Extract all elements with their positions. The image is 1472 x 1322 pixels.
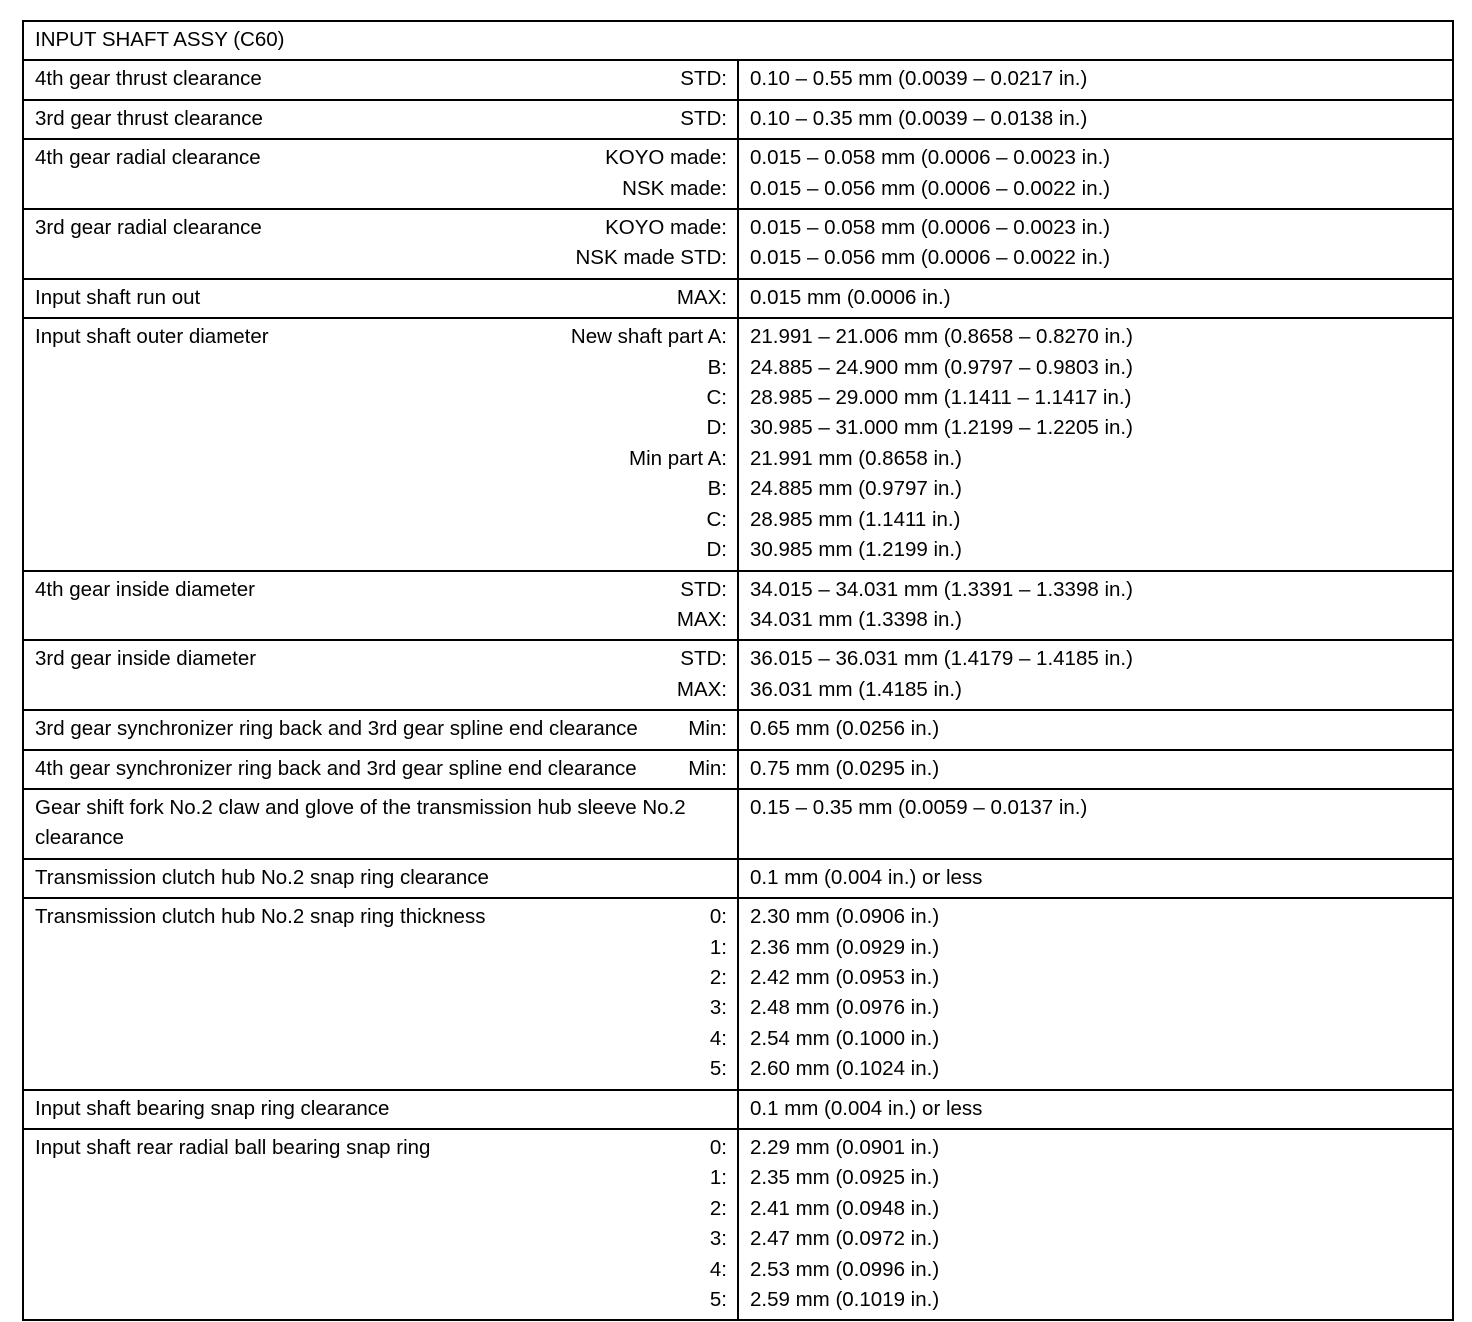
spec-item-label: 3rd gear thrust clearance — [35, 106, 263, 130]
spec-qualifier: B: — [707, 477, 727, 501]
spec-value: 2.30 mm (0.0906 in.) — [750, 905, 940, 929]
spec-qualifier: New shaft part A: — [570, 325, 727, 349]
spec-label-cell — [23, 898, 738, 1089]
spec-qualifier: 5: — [709, 1288, 727, 1312]
spec-item-label: 3rd gear synchronizer ring back and 3rd gear spline end clearance — [35, 717, 638, 741]
spec-qualifier: MAX: — [676, 677, 727, 701]
spec-item-label: Input shaft run out — [35, 285, 201, 309]
spec-value-cell — [738, 318, 1453, 570]
spec-qualifiers — [677, 283, 727, 313]
table-row — [23, 710, 1453, 749]
spec-value-cell — [738, 100, 1453, 139]
spec-qualifier: 4: — [709, 1257, 727, 1281]
spec-qualifier: 0: — [709, 1136, 727, 1159]
spec-qualifiers — [571, 322, 727, 565]
spec-value: 0.75 mm (0.0295 in.) — [750, 756, 940, 780]
spec-item-label: 4th gear inside diameter — [35, 577, 255, 601]
table-row — [23, 60, 1453, 99]
spec-table-body — [23, 21, 1453, 1320]
spec-value: 2.54 mm (0.1000 in.) — [750, 1026, 940, 1050]
spec-item-label: 4th gear thrust clearance — [35, 67, 262, 91]
spec-label-cell — [23, 100, 738, 139]
spec-value: 0.10 – 0.55 mm (0.0039 – 0.0217 in.) — [750, 67, 1088, 91]
spec-value: 0.65 mm (0.0256 in.) — [750, 717, 940, 741]
spec-value: 36.015 – 36.031 mm (1.4179 – 1.4185 in.) — [750, 647, 1133, 671]
spec-value: 0.015 – 0.056 mm (0.0006 – 0.0022 in.) — [750, 246, 1111, 270]
spec-qualifier: Min: — [688, 756, 727, 780]
spec-value: 0.1 mm (0.004 in.) or less — [750, 865, 983, 889]
spec-value-cell — [738, 1129, 1453, 1320]
spec-value: 0.015 – 0.058 mm (0.0006 – 0.0023 in.) — [750, 146, 1111, 170]
spec-value: 2.35 mm (0.0925 in.) — [750, 1166, 940, 1190]
spec-label-cell — [23, 209, 738, 279]
spec-label-cell — [23, 60, 738, 99]
spec-label-cell — [23, 571, 738, 641]
spec-label-cell — [23, 789, 738, 859]
spec-qualifier: STD: — [680, 577, 727, 601]
spec-item-label: Transmission clutch hub No.2 snap ring clearance — [35, 865, 489, 889]
spec-value: 2.47 mm (0.0972 in.) — [750, 1227, 940, 1251]
spec-item-label: 4th gear radial clearance — [35, 146, 261, 170]
spec-value: 0.015 mm (0.0006 in.) — [750, 285, 951, 309]
spec-qualifier: C: — [706, 386, 727, 410]
spec-qualifier: KOYO made: — [605, 216, 727, 240]
spec-value: 2.53 mm (0.0996 in.) — [750, 1257, 940, 1281]
spec-value: 0.015 – 0.058 mm (0.0006 – 0.0023 in.) — [750, 216, 1111, 240]
spec-qualifier: STD: — [680, 67, 727, 91]
table-row — [23, 640, 1453, 710]
table-row — [23, 139, 1453, 209]
spec-qualifier: 1: — [709, 935, 727, 959]
table-row — [23, 1129, 1453, 1320]
spec-qualifiers — [688, 754, 727, 784]
spec-value: 0.10 – 0.35 mm (0.0039 – 0.0138 in.) — [750, 106, 1088, 130]
spec-qualifiers — [605, 143, 727, 204]
spec-value: 21.991 – 21.006 mm (0.8658 – 0.8270 in.) — [750, 325, 1133, 349]
spec-value: 28.985 mm (1.1411 in.) — [750, 507, 961, 531]
table-row — [23, 859, 1453, 898]
table-row — [23, 571, 1453, 641]
spec-value: 2.41 mm (0.0948 in.) — [750, 1196, 940, 1220]
spec-label-cell — [23, 1129, 738, 1320]
spec-value: 2.48 mm (0.0976 in.) — [750, 996, 940, 1020]
spec-item-label: Input shaft rear radial ball bearing snap ring — [35, 1136, 431, 1159]
table-row — [23, 279, 1453, 318]
spec-item-label: Gear shift fork No.2 claw and glove of the transmission hub sleeve No.2 clearance — [35, 795, 686, 850]
spec-label-cell — [23, 859, 738, 898]
spec-qualifiers — [710, 1133, 727, 1315]
spec-value: 21.991 mm (0.8658 in.) — [750, 446, 962, 470]
spec-value: 28.985 – 29.000 mm (1.1411 – 1.1417 in.) — [750, 386, 1132, 410]
spec-qualifier: NSK made STD: — [575, 246, 727, 270]
spec-qualifier: Min: — [688, 717, 727, 741]
spec-value: 34.015 – 34.031 mm (1.3391 – 1.3398 in.) — [750, 577, 1133, 601]
spec-value: 2.29 mm (0.0901 in.) — [750, 1136, 940, 1159]
spec-qualifiers — [680, 104, 727, 134]
spec-value-cell — [738, 139, 1453, 209]
spec-qualifier: 3: — [709, 996, 727, 1020]
spec-value-cell — [738, 898, 1453, 1089]
title-row — [23, 21, 1453, 60]
spec-qualifier: 4: — [709, 1026, 727, 1050]
table-row — [23, 100, 1453, 139]
spec-qualifier: D: — [706, 416, 727, 440]
spec-value-cell — [738, 789, 1453, 859]
spec-qualifier: 5: — [709, 1057, 727, 1081]
spec-qualifier: MAX: — [676, 285, 727, 309]
spec-qualifier: 1: — [709, 1166, 727, 1190]
spec-qualifier: D: — [706, 538, 727, 562]
spec-qualifiers — [575, 213, 727, 274]
spec-value: 30.985 mm (1.2199 in.) — [750, 538, 962, 562]
spec-qualifier: 3: — [709, 1227, 727, 1251]
spec-qualifier: NSK made: — [622, 176, 727, 200]
spec-qualifiers — [680, 64, 727, 94]
spec-qualifier: MAX: — [676, 607, 727, 631]
spec-value: 36.031 mm (1.4185 in.) — [750, 677, 962, 701]
spec-table — [22, 20, 1454, 1321]
spec-qualifier: Min part A: — [629, 446, 727, 470]
table-row — [23, 750, 1453, 789]
spec-label-cell — [23, 710, 738, 749]
spec-label-cell — [23, 318, 738, 570]
table-row — [23, 898, 1453, 1089]
spec-label-cell — [23, 279, 738, 318]
spec-value-cell — [738, 60, 1453, 99]
spec-item-label: Input shaft outer diameter — [35, 325, 269, 349]
spec-qualifiers — [677, 575, 727, 636]
table-row — [23, 209, 1453, 279]
spec-value-cell — [738, 571, 1453, 641]
spec-value: 24.885 – 24.900 mm (0.9797 – 0.9803 in.) — [750, 355, 1133, 379]
spec-value: 0.15 – 0.35 mm (0.0059 – 0.0137 in.) — [750, 795, 1088, 819]
spec-value-cell — [738, 1090, 1453, 1129]
spec-value: 2.59 mm (0.1019 in.) — [750, 1288, 940, 1312]
spec-value: 34.031 mm (1.3398 in.) — [750, 607, 962, 631]
table-row — [23, 318, 1453, 570]
spec-value-cell — [738, 640, 1453, 710]
spec-qualifier: 2: — [709, 965, 727, 989]
spec-item-label: 3rd gear inside diameter — [35, 647, 257, 671]
spec-qualifier: C: — [706, 507, 727, 531]
spec-qualifiers — [677, 644, 727, 705]
table-title: INPUT SHAFT ASSY (C60) — [23, 21, 1453, 60]
spec-qualifiers — [710, 902, 727, 1084]
spec-value-cell — [738, 279, 1453, 318]
spec-value-cell — [738, 710, 1453, 749]
spec-value: 30.985 – 31.000 mm (1.2199 – 1.2205 in.) — [750, 416, 1133, 440]
spec-item-label: 4th gear synchronizer ring back and 3rd gear spline end clearance — [35, 756, 637, 780]
spec-value: 24.885 mm (0.9797 in.) — [750, 477, 962, 501]
spec-label-cell — [23, 139, 738, 209]
spec-label-cell — [23, 1090, 738, 1129]
spec-value: 0.015 – 0.056 mm (0.0006 – 0.0022 in.) — [750, 176, 1111, 200]
spec-qualifier: STD: — [680, 106, 727, 130]
spec-qualifier: B: — [707, 355, 727, 379]
spec-value-cell — [738, 209, 1453, 279]
spec-value: 0.1 mm (0.004 in.) or less — [750, 1096, 983, 1120]
spec-qualifier: STD: — [680, 647, 727, 671]
table-row — [23, 789, 1453, 859]
table-row — [23, 1090, 1453, 1129]
spec-value-cell — [738, 750, 1453, 789]
spec-label-cell — [23, 750, 738, 789]
spec-qualifiers — [688, 714, 727, 744]
spec-value-cell — [738, 859, 1453, 898]
spec-qualifier: 0: — [709, 905, 727, 929]
spec-qualifier: KOYO made: — [605, 146, 727, 170]
spec-value: 2.60 mm (0.1024 in.) — [750, 1057, 940, 1081]
spec-value: 2.42 mm (0.0953 in.) — [750, 965, 940, 989]
spec-item-label: 3rd gear radial clearance — [35, 216, 262, 240]
spec-qualifier: 2: — [709, 1196, 727, 1220]
spec-value: 2.36 mm (0.0929 in.) — [750, 935, 940, 959]
spec-item-label: Input shaft bearing snap ring clearance — [35, 1096, 390, 1120]
spec-label-cell — [23, 640, 738, 710]
spec-item-label: Transmission clutch hub No.2 snap ring thickness — [35, 905, 486, 929]
